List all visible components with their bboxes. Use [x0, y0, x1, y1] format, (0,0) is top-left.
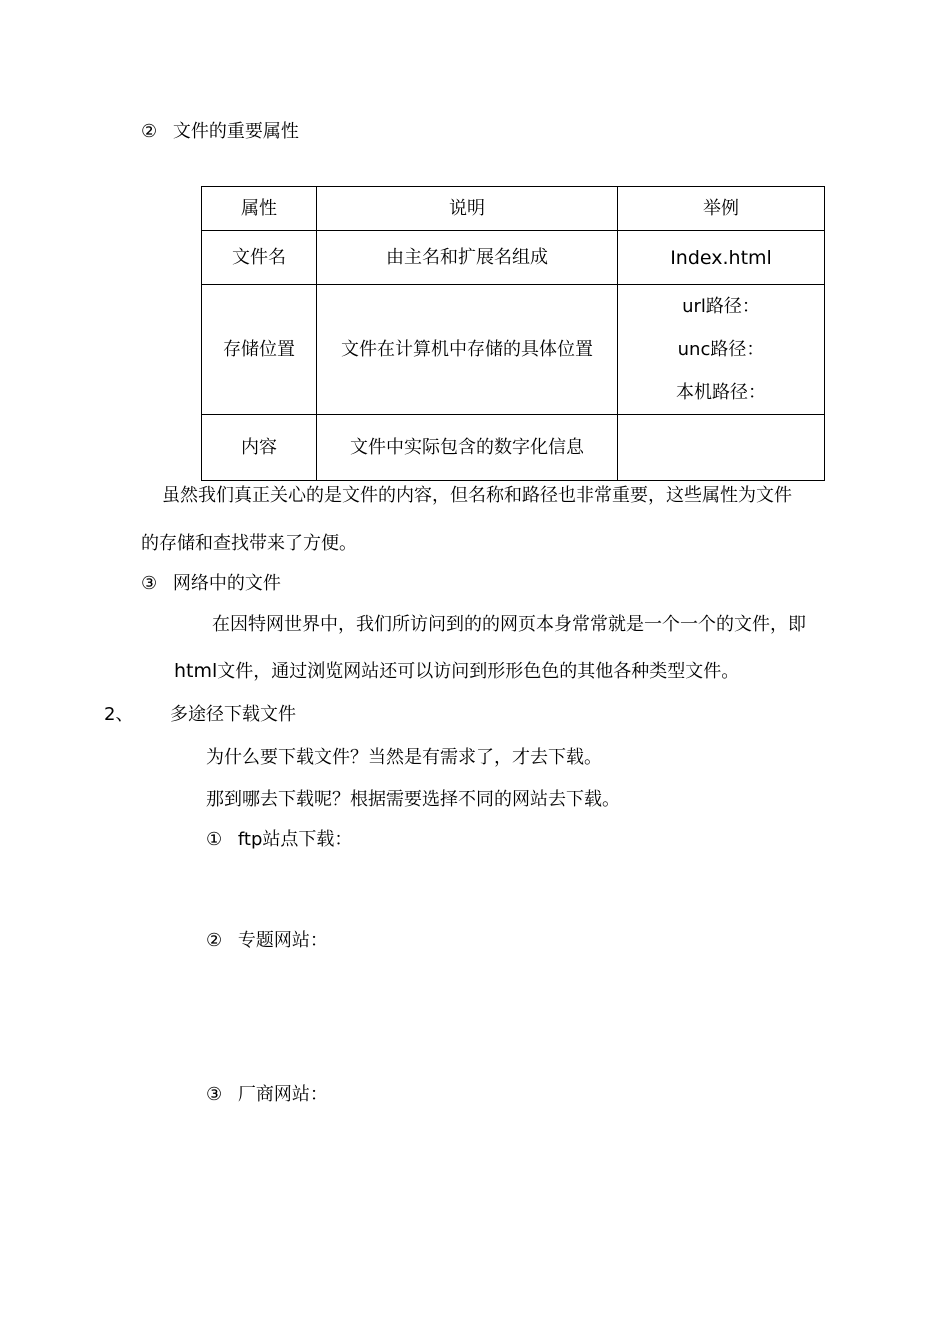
html-prefix: html: [174, 660, 218, 682]
example-line-unc: [618, 328, 824, 371]
header-cell-example: 举例: [618, 187, 825, 231]
cell-example: [618, 285, 825, 415]
section2-number: 2、: [104, 704, 134, 725]
item-marker: ②: [206, 930, 223, 951]
section-title: 网络中的文件: [172, 573, 281, 594]
item-prefix: ftp: [237, 829, 263, 850]
cell-attr: 存储位置: [202, 285, 317, 415]
example-line-url: [618, 285, 824, 328]
section2-title: 多途径下载文件: [170, 704, 296, 725]
table-row: [202, 285, 825, 415]
example-prefix: url: [682, 296, 706, 317]
line-text: 文件，通过浏览网站还可以访问到形形色色的其他各种类型文件。: [217, 661, 740, 682]
para-network-line2: [174, 659, 739, 684]
example-line-local: [618, 371, 824, 414]
example-text: 本机路径：: [676, 382, 766, 403]
section-marker: ③: [141, 573, 158, 594]
para-network-line1: 在因特网世界中，我们所访问到的的网页本身常常就是一个一个的文件，即: [212, 614, 806, 635]
file-properties-table: [201, 186, 825, 481]
cell-example: Index.html: [618, 231, 825, 285]
cell-attr: 文件名: [202, 231, 317, 285]
cell-example-empty: [618, 415, 825, 481]
download-item-ftp: [206, 828, 352, 852]
para-where: 那到哪去下载呢？根据需要选择不同的网站去下载。: [206, 789, 620, 810]
item-marker: ③: [206, 1084, 223, 1105]
section-title: 文件的重要属性: [172, 121, 299, 142]
cell-desc: 文件在计算机中存储的具体位置: [317, 285, 618, 415]
download-item-topic: [206, 929, 328, 953]
header-cell-attr: 属性: [202, 187, 317, 231]
example-prefix: unc: [677, 339, 711, 360]
table-row: [202, 415, 825, 481]
para-importance-line2: 的存储和查找带来了方便。: [141, 533, 357, 554]
table-row: [202, 231, 825, 285]
cell-attr: 内容: [202, 415, 317, 481]
section-network-heading: [141, 572, 281, 596]
cell-desc: 由主名和扩展名组成: [317, 231, 618, 285]
para-why: 为什么要下载文件？当然是有需求了，才去下载。: [206, 747, 602, 768]
example-text: 路径：: [710, 339, 765, 360]
header-cell-desc: 说明: [317, 187, 618, 231]
item-marker: ①: [206, 829, 223, 850]
item-label: 站点下载：: [262, 829, 353, 850]
example-text: 路径：: [705, 296, 760, 317]
table-header-row: [202, 187, 825, 231]
section-marker: ②: [141, 121, 158, 142]
download-item-vendor: [206, 1083, 328, 1107]
cell-desc: 文件中实际包含的数字化信息: [317, 415, 618, 481]
section-attrs-heading: [141, 120, 299, 144]
item-label: 专题网站：: [237, 930, 328, 951]
para-importance-line1: 虽然我们真正关心的是文件的内容，但名称和路径也非常重要，这些属性为文件: [162, 485, 792, 506]
item-label: 厂商网站：: [237, 1084, 328, 1105]
